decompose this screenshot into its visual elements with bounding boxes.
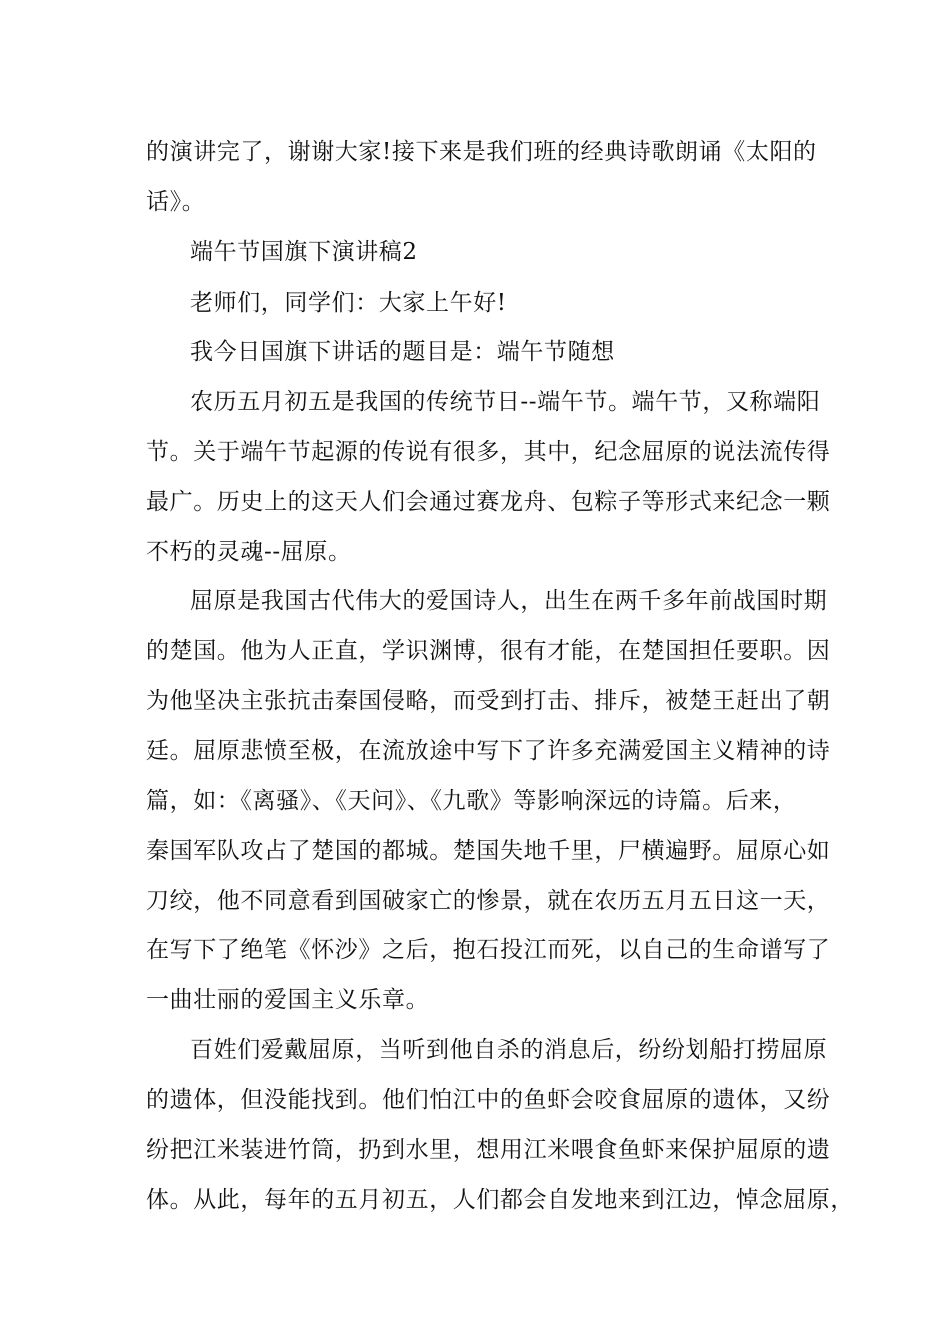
text-line: 节。关于端午节起源的传说有很多，其中，纪念屈原的说法流传得 <box>146 439 831 465</box>
text-line: 刀绞，他不同意看到国破家亡的惨景，就在农历五月五日这一天， <box>146 888 831 914</box>
text-line: 为他坚决主张抗击秦国侵略，而受到打击、排斥，被楚王赶出了朝 <box>146 688 831 714</box>
text-line: 一曲壮丽的爱国主义乐章。 <box>146 987 430 1013</box>
topic-line: 我今日国旗下讲话的题目是：端午节随想 <box>190 339 615 365</box>
text-line: 的演讲完了，谢谢大家!接下来是我们班的经典诗歌朗诵《太阳的 <box>146 139 817 165</box>
text-line: 廷。屈原悲愤至极，在流放途中写下了许多充满爱国主义精神的诗 <box>146 738 831 764</box>
section-heading: 端午节国旗下演讲稿2 <box>190 239 418 265</box>
text-line: 农历五月初五是我国的传统节日--端午节。端午节，又称端阳 <box>190 389 821 415</box>
text-line: 篇，如：《离骚》、《天问》、《九歌》等影响深远的诗篇。后来， <box>146 788 797 814</box>
greeting-line: 老师们，同学们：大家上午好! <box>190 290 507 316</box>
text-line: 体。从此，每年的五月初五，人们都会自发地来到江边，悼念屈原， <box>146 1187 854 1213</box>
text-line: 的遗体，但没能找到。他们怕江中的鱼虾会咬食屈原的遗体，又纷 <box>146 1087 831 1113</box>
text-line: 纷把江米装进竹筒，扔到水里，想用江米喂食鱼虾来保护屈原的遗 <box>146 1137 831 1163</box>
text-line: 不朽的灵魂--屈原。 <box>146 539 352 565</box>
text-line: 百姓们爱戴屈原，当听到他自杀的消息后，纷纷划船打捞屈原 <box>190 1037 828 1063</box>
text-line: 话》。 <box>146 189 206 215</box>
text-line: 秦国军队攻占了楚国的都城。楚国失地千里，尸横遍野。屈原心如 <box>146 838 831 864</box>
text-line: 屈原是我国古代伟大的爱国诗人，出生在两千多年前战国时期 <box>190 588 828 614</box>
text-line: 最广。历史上的这天人们会通过赛龙舟、包粽子等形式来纪念一颗 <box>146 489 831 515</box>
text-line: 的楚国。他为人正直，学识渊博，很有才能，在楚国担任要职。因 <box>146 638 831 664</box>
text-line: 在写下了绝笔《怀沙》之后，抱石投江而死，以自己的生命谱写了 <box>146 937 831 963</box>
